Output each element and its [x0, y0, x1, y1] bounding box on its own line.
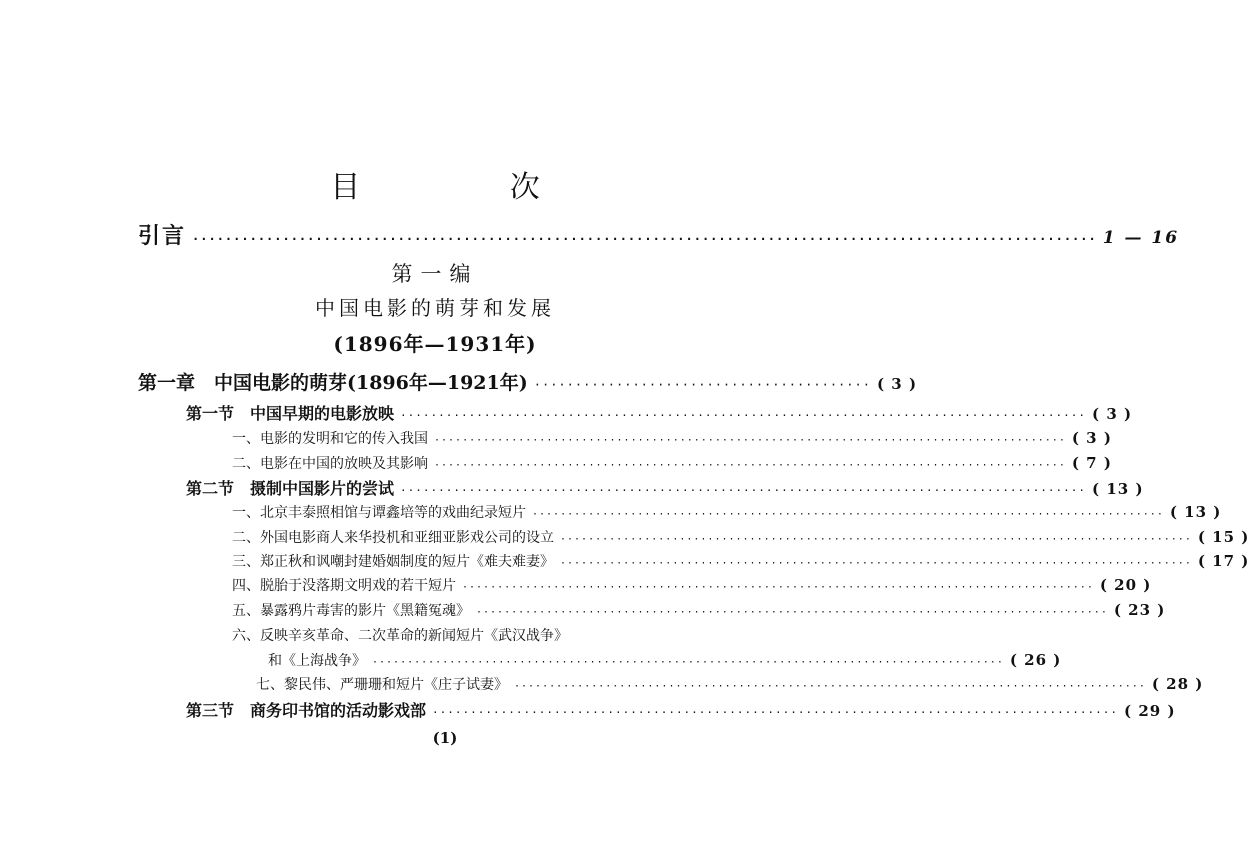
- toc-entry-item-line1[interactable]: 六、反映辛亥革命、二次革命的新闻短片《武汉战争》: [232, 628, 568, 644]
- leader-dots: ··························································································: [400, 484, 1087, 497]
- toc-entry-item-continuation[interactable]: [268, 650, 1062, 670]
- toc-entry-item[interactable]: [232, 502, 1222, 522]
- leader-dots: ··························································································: [372, 657, 1004, 668]
- leader-dots: ··························································································: [400, 409, 1087, 422]
- toc-entry-label: 七、黎民伟、严珊珊和短片《庄子试妻》: [256, 677, 508, 693]
- toc-entry-page: ( 29 ): [1124, 702, 1176, 720]
- leader-dots: ··························································································: [432, 706, 1119, 719]
- toc-entry-section[interactable]: [186, 401, 1133, 424]
- toc-entry-item[interactable]: [232, 575, 1152, 595]
- part-title: 中国电影的萌芽和发展: [315, 296, 555, 320]
- toc-entry-page: ( 3 ): [1071, 429, 1112, 447]
- toc-entry-label: 第一章 中国电影的萌芽(1896年—1921年): [138, 372, 528, 394]
- page-title: 目 次: [330, 170, 610, 205]
- toc-entry-item[interactable]: [256, 674, 1204, 694]
- leader-dots: ··············································································································: [192, 232, 1097, 246]
- toc-entry-section[interactable]: [186, 698, 1176, 721]
- toc-entry-page: ( 23 ): [1113, 601, 1166, 619]
- leader-dots: ··························································································: [462, 582, 1094, 593]
- toc-entry-page: ( 3 ): [876, 375, 918, 393]
- leader-dots: ··························································································: [476, 607, 1108, 618]
- toc-entry-label: 第二节 摄制中国影片的尝试: [186, 479, 395, 498]
- toc-entry-page: ( 13 ): [1169, 503, 1222, 521]
- toc-entry-page: ( 26 ): [1009, 651, 1062, 669]
- leader-dots: ··························································································: [434, 460, 1066, 471]
- toc-entry-label: 三、郑正秋和讽嘲封建婚姻制度的短片《难夫难妻》: [232, 554, 554, 570]
- toc-entry-label: 一、电影的发明和它的传入我国: [232, 431, 428, 447]
- toc-entry-page: ( 7 ): [1071, 454, 1112, 472]
- toc-entry-page: ( 20 ): [1099, 576, 1152, 594]
- toc-entry-item[interactable]: [232, 600, 1166, 620]
- leader-dots: ··························································································: [434, 435, 1066, 446]
- leader-dots: ··························································································: [560, 534, 1192, 545]
- toc-entry-page: ( 15 ): [1197, 528, 1249, 546]
- toc-entry-item[interactable]: [232, 453, 1112, 473]
- toc-entry-page: ( 28 ): [1151, 675, 1204, 693]
- toc-entry-label: 四、脱胎于没落期文明戏的若干短片: [232, 578, 456, 594]
- toc-entry-item[interactable]: [232, 428, 1112, 448]
- part-years: (1896年—1931年): [333, 332, 537, 356]
- toc-entry-page: ( 13 ): [1092, 480, 1144, 498]
- toc-entry-page: 1 — 16: [1102, 228, 1180, 248]
- toc-entry-item[interactable]: [232, 551, 1249, 571]
- toc-entry-label: 和《上海战争》: [268, 653, 366, 669]
- toc-entry-page: ( 17 ): [1197, 552, 1249, 570]
- leader-dots: ··························································································: [532, 509, 1164, 520]
- part-label: 第一编: [391, 262, 479, 286]
- toc-entry-label: 二、外国电影商人来华投机和亚细亚影戏公司的设立: [232, 530, 554, 546]
- page-number: (1): [432, 729, 458, 747]
- toc-entry-intro[interactable]: [138, 219, 1180, 250]
- leader-dots: ··························································································: [514, 681, 1146, 692]
- toc-entry-label: 引言: [138, 223, 187, 249]
- toc-entry-section[interactable]: [186, 476, 1144, 499]
- toc-entry-chapter-1[interactable]: [138, 368, 918, 395]
- leader-dots: ··························································································: [560, 558, 1192, 569]
- toc-entry-label: 五、暴露鸦片毒害的影片《黑籍冤魂》: [232, 603, 470, 619]
- leader-dots: ·········································: [533, 378, 871, 392]
- toc-entry-label: 第三节 商务印书馆的活动影戏部: [186, 701, 427, 720]
- toc-entry-label: 二、电影在中国的放映及其影响: [232, 456, 428, 472]
- toc-entry-label: 一、北京丰泰照相馆与谭鑫培等的戏曲纪录短片: [232, 505, 526, 521]
- toc-entry-label: 第一节 中国早期的电影放映: [186, 404, 395, 423]
- toc-entry-page: ( 3 ): [1092, 405, 1133, 423]
- toc-entry-item[interactable]: [232, 527, 1249, 547]
